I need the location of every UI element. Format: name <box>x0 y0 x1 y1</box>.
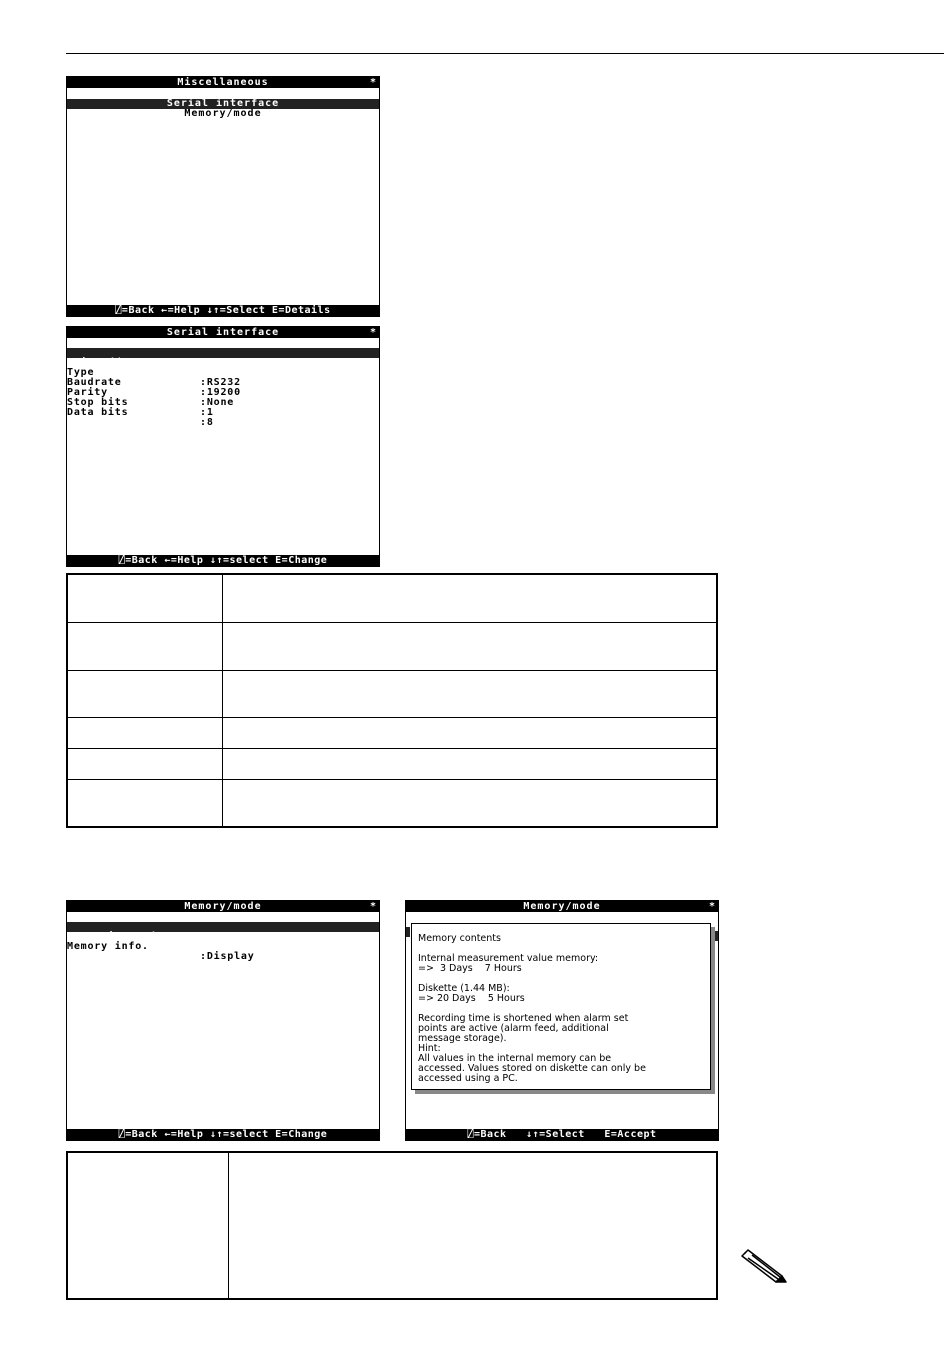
table-cell <box>67 717 223 748</box>
recording-note-line: message storage). <box>418 1033 507 1044</box>
screen-title: Memory/mode <box>523 901 601 912</box>
setting-value: :RS232 <box>200 377 241 388</box>
setting-value: :19200 <box>200 387 241 398</box>
screen-footer: ⍁=Back ←=Help ↓↑=select E=Change <box>67 555 379 566</box>
setting-value: :1 <box>200 407 214 418</box>
screen-title-bar <box>67 327 379 338</box>
screen-footer: ⍁=Back ←=Help ↓↑=Select E=Details <box>67 305 379 316</box>
table-cell <box>223 574 718 622</box>
background-row-marker <box>406 927 410 937</box>
memory-contents-popup <box>411 923 711 1090</box>
table-cell <box>67 779 223 827</box>
internal-memory-label: Internal measurement value memory: <box>418 953 599 964</box>
setting-label: Unit address <box>67 357 149 368</box>
menu-item-serial-interface[interactable]: Serial interface <box>67 99 379 109</box>
setting-value: :01 <box>200 367 221 378</box>
table-cell <box>223 622 718 670</box>
table-cell <box>67 1152 229 1299</box>
table-cell <box>67 574 223 622</box>
setting-label: Operating mode <box>67 931 163 942</box>
screen-title-bar <box>67 901 379 912</box>
screen-footer: ⍁=Back ←=Help ↓↑=select E=Change <box>67 1129 379 1140</box>
setting-value: :Display <box>200 951 255 962</box>
diskette-value: => 20 Days 5 Hours <box>418 993 525 1004</box>
setting-value: :8 <box>200 417 214 428</box>
hint-label: Hint: <box>418 1043 441 1054</box>
setting-label: Data bits <box>67 407 129 418</box>
setting-row-data-bits[interactable] <box>67 398 379 428</box>
table-cell <box>67 622 223 670</box>
hint-line: accessed. Values stored on diskette can only be <box>418 1063 646 1074</box>
internal-memory-value: => 3 Days 7 Hours <box>418 963 522 974</box>
screen-title: Serial interface <box>166 327 280 338</box>
recording-note-line: Recording time is shortened when alarm set <box>418 1013 629 1024</box>
page-header-rule <box>66 53 944 54</box>
table-cell <box>223 717 718 748</box>
star-icon: * <box>708 901 715 912</box>
setting-value: :None <box>200 397 235 408</box>
hint-line: accessed using a PC. <box>418 1073 518 1084</box>
popup-heading: Memory contents <box>418 933 501 944</box>
star-icon: * <box>369 327 376 338</box>
setting-label: Stop bits <box>67 397 129 408</box>
table-cell <box>223 779 718 827</box>
serial-settings-table <box>66 573 718 828</box>
table-cell <box>67 748 223 779</box>
setting-label: Baudrate <box>67 377 122 388</box>
table-cell <box>67 670 223 717</box>
setting-label: Type <box>67 367 95 378</box>
screen-title-bar <box>406 901 718 912</box>
background-row-marker <box>715 931 718 941</box>
hint-line: All values in the internal memory can be <box>418 1053 612 1064</box>
setting-label: Parity <box>67 387 108 398</box>
memory-mode-screen <box>66 900 380 1141</box>
table-cell <box>223 748 718 779</box>
table-cell <box>229 1152 718 1299</box>
screen-footer: ⍁=Back ↓↑=Select E=Accept <box>406 1129 718 1140</box>
screen-title: Memory/mode <box>184 901 262 912</box>
star-icon: * <box>369 901 376 912</box>
recording-note-line: points are active (alarm feed, additional <box>418 1023 609 1034</box>
pencil-note-icon <box>738 1248 788 1284</box>
setting-label: Memory info. <box>67 941 149 952</box>
screen-title-bar <box>67 77 379 88</box>
serial-interface-screen <box>66 326 380 567</box>
screen-title: Miscellaneous <box>177 77 269 88</box>
star-icon: * <box>369 77 376 88</box>
diskette-label: Diskette (1.44 MB): <box>418 983 510 994</box>
miscellaneous-screen <box>66 76 380 317</box>
memory-info-screen <box>405 900 719 1141</box>
table-cell <box>223 670 718 717</box>
menu-item-memory-mode[interactable]: Memory/mode <box>184 108 262 119</box>
setting-value: :Normal operation <box>200 941 316 952</box>
memory-settings-table <box>66 1151 718 1300</box>
